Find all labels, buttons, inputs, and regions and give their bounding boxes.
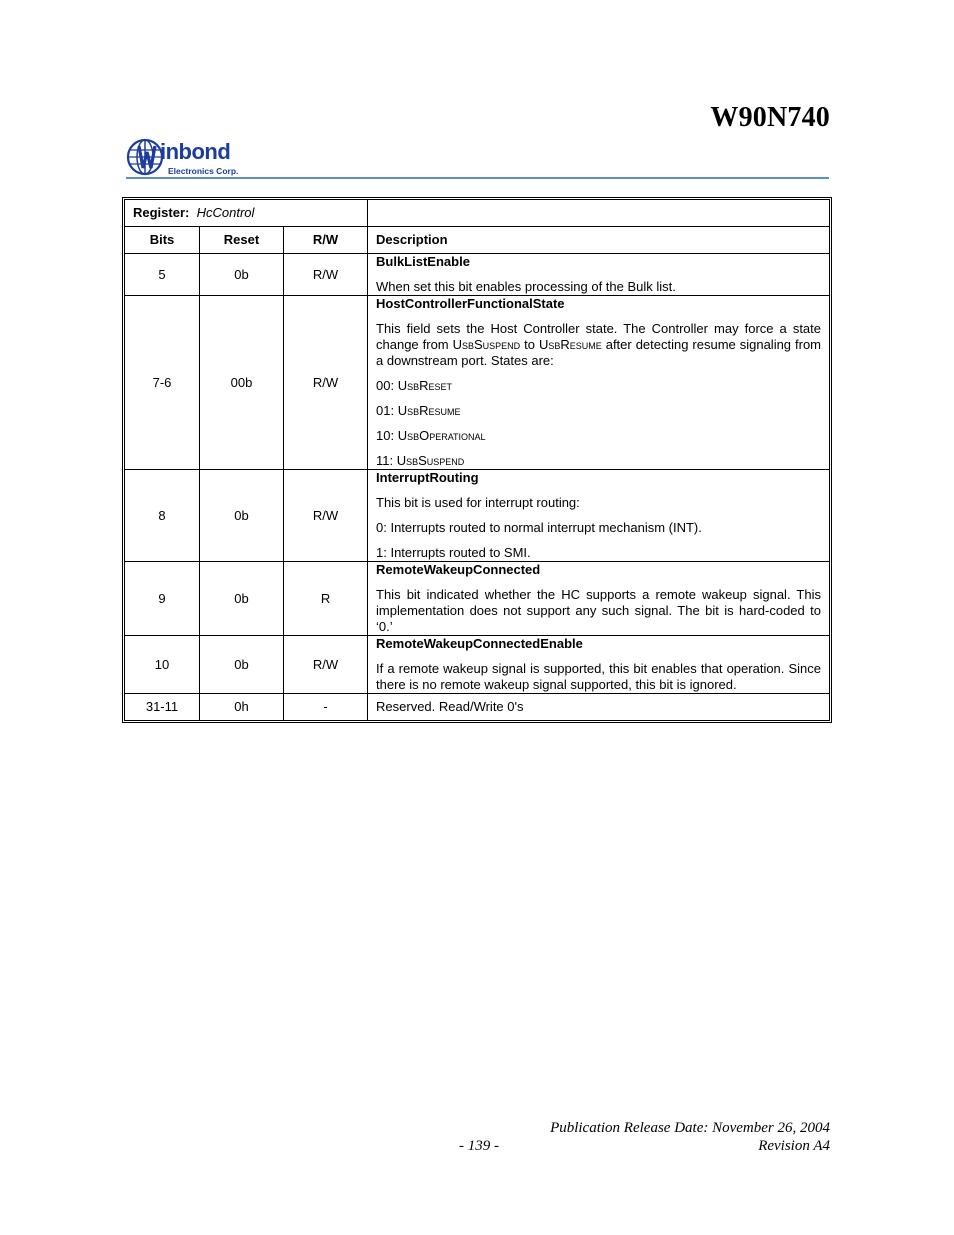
table-row [125, 470, 830, 562]
cell-bits: 10 [125, 636, 200, 694]
register-name: HcControl [196, 205, 255, 220]
description-text: This bit is used for interrupt routing: [376, 495, 580, 510]
cell-bits: 8 [125, 470, 200, 562]
state-code: 11: [376, 453, 397, 468]
cell-bits: 7-6 [125, 296, 200, 470]
description-text: If a remote wakeup signal is supported, this bit enables that operation. Since there is no remote wakeup signal supported, this bit is ignored. [376, 661, 821, 692]
state-name: UsbResume [538, 337, 602, 352]
field-name: RemoteWakeupConnectedEnable [376, 636, 583, 651]
table-row [125, 694, 830, 721]
cell-rw: R/W [284, 296, 368, 470]
footer-info [550, 1119, 830, 1155]
cell-rw: R/W [284, 636, 368, 694]
table-row [125, 562, 830, 636]
cell-reset: 0b [200, 470, 284, 562]
state-name: UsbOperational [397, 428, 486, 443]
state-name: UsbSuspend [396, 453, 465, 468]
description-fragment: to [520, 337, 539, 352]
table-row [125, 254, 830, 296]
state-code: 01: [376, 403, 398, 418]
field-name: HostControllerFunctionalState [376, 296, 565, 311]
cell-description [368, 296, 830, 470]
cell-reset: 0b [200, 636, 284, 694]
cell-reset: 0b [200, 562, 284, 636]
description-fragment: This field sets the Host Controller state. The Controller may force a state change from [376, 321, 821, 352]
state-item [376, 428, 821, 444]
table-row [125, 296, 830, 470]
description-text: 1: Interrupts routed to SMI. [376, 545, 531, 560]
register-empty-cell [368, 200, 830, 227]
description-text [376, 321, 821, 369]
register-table-frame [122, 197, 832, 723]
field-name: BulkListEnable [376, 254, 470, 269]
cell-rw: - [284, 694, 368, 721]
cell-rw: R [284, 562, 368, 636]
description-text: When set this bit enables processing of the Bulk list. [376, 279, 676, 294]
header-rule [126, 177, 829, 179]
cell-description [368, 636, 830, 694]
document-title: W90N740 [710, 102, 830, 133]
publication-release-date: Publication Release Date: November 26, 2004 [550, 1120, 830, 1136]
cell-rw: R/W [284, 470, 368, 562]
state-name: UsbResume [397, 403, 461, 418]
state-code: 00: [376, 378, 398, 393]
cell-bits: 5 [125, 254, 200, 296]
field-name: InterruptRouting [376, 470, 479, 485]
cell-description [368, 562, 830, 636]
cell-bits: 9 [125, 562, 200, 636]
header-description: Description [368, 227, 830, 254]
state-item [376, 453, 821, 469]
cell-description: Reserved. Read/Write 0's [368, 694, 830, 721]
cell-bits: 31-11 [125, 694, 200, 721]
logo-wordmark: inbond [160, 139, 231, 164]
page-number: - 139 - [459, 1138, 499, 1154]
table-row [125, 636, 830, 694]
description-text: This bit indicated whether the HC supports a remote wakeup signal. This implementation does not support any such signal. The bit is hard-coded to ‘0.’ [376, 587, 821, 634]
header-reset: Reset [200, 227, 284, 254]
header-rw: R/W [284, 227, 368, 254]
field-name: RemoteWakeupConnected [376, 562, 541, 577]
register-label: Register: [133, 205, 190, 220]
state-code: 10: [376, 428, 398, 443]
cell-reset: 00b [200, 296, 284, 470]
winbond-logo [126, 138, 250, 178]
register-table [124, 199, 830, 721]
cell-description [368, 470, 830, 562]
cell-reset: 0b [200, 254, 284, 296]
register-label-cell [125, 200, 368, 227]
header-bits: Bits [125, 227, 200, 254]
description-fragment: after detecting resume signaling from a downstream port. States are: [376, 337, 821, 368]
register-name-row [125, 200, 830, 227]
cell-reset: 0h [200, 694, 284, 721]
logo-subtitle: Electronics Corp. [168, 166, 239, 176]
state-name: UsbSuspend [452, 337, 521, 352]
description-text: 0: Interrupts routed to normal interrupt mechanism (INT). [376, 520, 702, 535]
revision: Revision A4 [758, 1138, 830, 1154]
state-item [376, 378, 821, 394]
cell-description [368, 254, 830, 296]
state-name: UsbReset [397, 378, 452, 393]
cell-rw: R/W [284, 254, 368, 296]
table-header-row [125, 227, 830, 254]
state-item [376, 403, 821, 419]
